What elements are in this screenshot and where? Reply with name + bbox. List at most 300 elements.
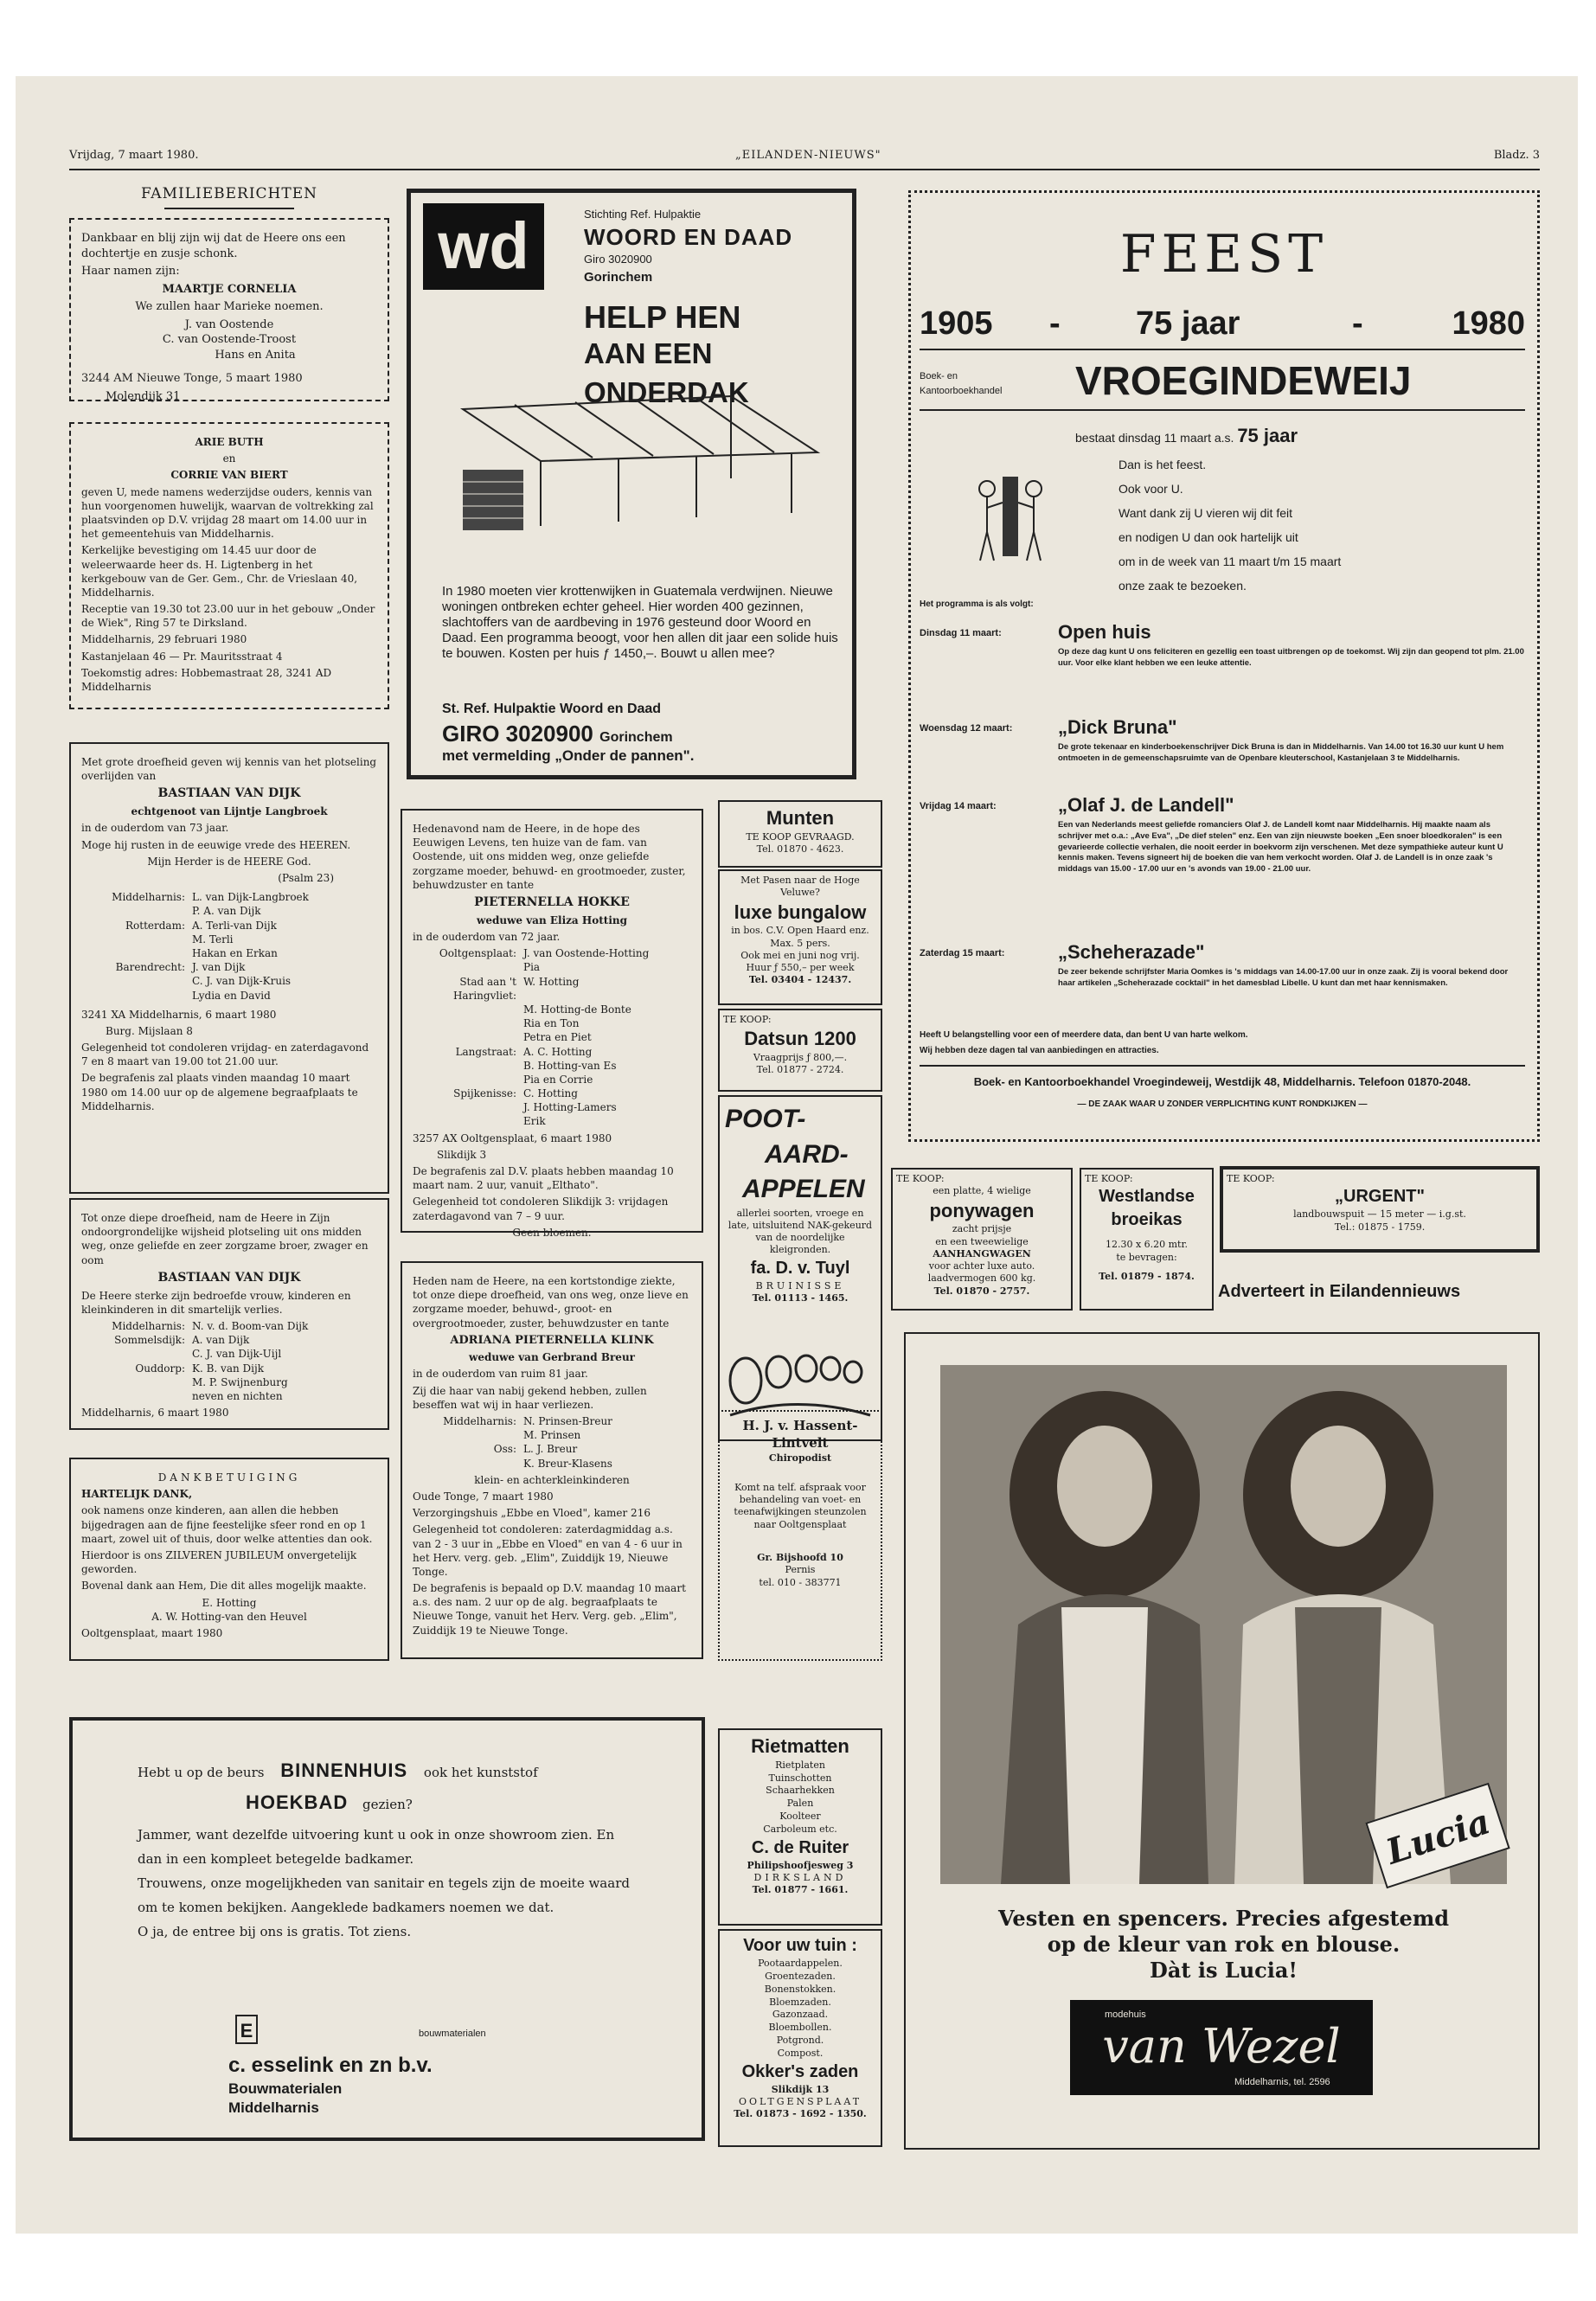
tuin-item: Bloembollen. [768,2022,832,2034]
urgent-ad [1220,1166,1540,1253]
family-row [81,1375,377,1389]
shop-name: VROEGINDEWEIJ [1075,358,1412,403]
urgent-line: landbouwspuit — 15 meter — i.g.st. [1293,1208,1466,1221]
beurs-line: Trouwens, onze mogelijkheden van sanitair en tegels zijn de moeite waard [138,1875,630,1891]
death-intro: Heden nam de Heere, na een kortstondige ziekte, tot onze diepe droefheid, van ons weg, onze lieve en zorgzame moeder, behuwd-, groot- en overgrootmoeder, zuster, behuwdzuster en tante [413,1275,689,1330]
feest-line: om in de week van 11 maart t/m 15 maart [1118,554,1342,568]
rietmatten-address: Philipshoofjesweg 3 [747,1859,854,1871]
birth-sibling: Hans en Anita [215,348,296,362]
datsun-tel: Tel. 01877 - 2724. [756,1064,844,1076]
family-place: Spijkenisse: [453,1087,516,1100]
family-place: Langstraat: [455,1045,516,1058]
death-address: Verzorgingshuis „Ebbe en Vloed", kamer 216 [413,1507,651,1520]
lucia-slogan: Vesten en spencers. Precies afgestemd [998,1906,1449,1931]
family-place [81,1389,192,1403]
datsun-ad [718,1009,882,1092]
esselink-sub: Middelharnis [228,2099,319,2116]
thanks-text: ook namens onze kinderen, aan allen die hebben bijgedragen aan de fijne feestelijke sfeer rond en op 1 maart, zowel uit of thuis, door welke attenties dan ook. [81,1504,373,1545]
bungalow-line: Ook mei en juni nog vrij. [740,949,860,961]
death-address: Oude Tonge, 7 maart 1980 [413,1490,554,1503]
thanks-text: Hierdoor is ons ZILVEREN JUBILEUM onvergetelijk geworden. [81,1548,357,1576]
family-name: Ria en Ton [523,1017,580,1030]
family-row [413,1073,691,1086]
family-name: L. van Dijk-Langbroek [192,891,309,904]
death-address: 3257 AX Ooltgensplaat, 6 maart 1980 [413,1131,612,1144]
rietmatten-item: Carboleum etc. [763,1823,837,1835]
adverteer-slogan: Adverteert in Eilandennieuws [1218,1282,1461,1301]
family-place [413,1073,523,1086]
broeikas-title: Westlandse [1099,1187,1195,1207]
tuin-tel: Tel. 01873 - 1692 - 1350. [734,2108,867,2120]
family-row [413,1414,691,1428]
dash: - [1049,305,1061,342]
broeikas-size: 12.30 x 6.20 mtr. [1105,1239,1189,1251]
bride-name: CORRIE VAN BIERT [170,469,288,482]
tuin-city: OOLTGENSPLAAT [738,2096,862,2108]
deceased-name: ADRIANA PIETERNELLA KLINK [450,1333,654,1347]
lucia-slogan: Dàt is Lucia! [1150,1958,1298,1983]
munten-sub: TE KOOP GEVRAAGD. [746,830,855,843]
family-place: Stad aan 't Haringvliet: [452,975,516,1002]
family-place [81,1347,192,1361]
esselink-firm: c. esselink en zn b.v. [228,2054,433,2077]
closing-text: Heeft U belangstelling voor een of meerdere data, dan bent U van harte welkom. [920,1030,1248,1040]
family-row [413,1045,691,1059]
wedding-text: Receptie van 19.30 tot 23.00 uur in het gebouw „Onder de Wiek", Ring 57 te Dirksland. [81,603,375,630]
family-name: C. J. van Dijk-Kruis [192,975,292,988]
chiropodist-text: Komt na telf. afspraak voor behandeling van voet- en teenafwijkingen steunzolen naar Ooltgensplaat [734,1481,867,1530]
pony-title: ponywagen [929,1199,1035,1221]
family-row [413,960,691,974]
datsun-label: TE KOOP: [723,1014,772,1025]
funeral-text: De begrafenis zal plaats vinden maandag 10 maart 1980 om 14.00 uur op de algemene begraafplaats te Middelharnis. [81,1072,358,1112]
wd-headline: HELP HEN [584,299,741,335]
family-list [81,1319,377,1403]
psalm-quote: Mijn Herder is de HEERE God. [147,855,311,868]
groom-name: ARIE BUTH [195,436,264,448]
people-toast-illustration [971,470,1049,565]
family-name: J. van Oostende-Hotting [523,947,650,960]
year-end: 1980 [1452,305,1525,342]
family-name: W. Hotting [523,975,580,988]
bungalow-question: Met Pasen naar de Hoge Veluwe? [740,875,860,899]
family-name: Lydia en David [192,989,271,1002]
thanks-subtitle: HARTELIJK DANK, [81,1488,193,1501]
program-item [920,621,1525,716]
birth-address: Molendijk 31 [106,389,181,403]
family-list [413,946,691,1128]
footer-rule [920,1065,1525,1067]
birth-parent: J. van Oostende [184,317,274,331]
rietmatten-firm: C. de Ruiter [751,1837,849,1857]
lucia-ad [904,1332,1540,2150]
family-row [413,1428,691,1442]
beurs-line: om te komen bekijken. Aangeklede badkamers noemen we dat. [138,1900,554,1915]
family-place [413,1114,523,1128]
family-name: neven en nichten [192,1389,283,1402]
datsun-price: Vraagprijs ƒ 800,—. [753,1051,848,1063]
rietmatten-ad [718,1728,882,1926]
feest-ad [908,190,1540,1142]
psalm-reference: (Psalm 23) [278,872,334,885]
family-name: M. Terli [192,933,234,945]
family-list [413,1414,691,1471]
death-notice-van-dijk [69,742,389,1194]
chiropodist-name: H. J. v. Hassent-Lintvelt [742,1418,858,1452]
wedding-date: Middelharnis, 29 februari 1980 [81,633,247,646]
shop-kind: Boek- en [920,371,958,381]
family-name: N. v. d. Boom-van Dijk [192,1320,309,1333]
beurs-binnenhuis: BINNENHUIS [280,1759,408,1781]
family-name: Hakan en Erkan [192,946,278,959]
tuin-firm: Okker's zaden [741,2061,859,2081]
family-place [413,1003,523,1016]
wd-body: In 1980 moeten vier krottenwijken in Guatemala verdwijnen. Nieuwe woningen ontbreken echter geheel. Hier worden 400 gezinnen, slachtoffers van de aardbeving in 1976 gesteund door Woord en Daad. Een programma beoogt, voor hen allen dit jaar een solide huis te bouwen. Kosten per huis ƒ 1450,–. Bouwt u allen mee? [442,584,838,661]
family-row [413,1100,691,1114]
shop-pre: modehuis [1105,2009,1146,2020]
family-place: Oss: [493,1443,516,1456]
family-row [81,919,377,933]
death-address: Slikdijk 3 [437,1148,487,1161]
family-row [81,890,377,904]
wd-giro-number: GIRO 3020900 [442,721,593,747]
death-notice-klink [401,1261,703,1659]
family-name: Pia [523,961,541,974]
rietmatten-item: Koolteer [779,1811,821,1823]
funeral-text: De begrafenis is bepaald op D.V. maandag 10 maart a.s. des nam. 2 uur op de alg. begraafplaats te Nieuwe Tonge, vanuit het Herv. Verg. geb. „Elim", Zuiddijk 19 te Nieuwe Tonge. [413,1582,686,1637]
family-place [413,1059,523,1073]
program-day: Vrijdag 14 maart: [920,801,997,811]
program-day: Dinsdag 11 maart: [920,628,1002,638]
wd-organisation: Stichting Ref. Hulpaktie [584,208,702,221]
munten-title: Munten [766,807,835,829]
since-text: bestaat dinsdag 11 maart a.s. [1075,431,1234,445]
birth-address: 3244 AM Nieuwe Tonge, 5 maart 1980 [81,372,303,386]
wedding-address: Kastanjelaan 46 — Pr. Mauritsstraat 4 [81,650,283,663]
family-name: C. Hotting [523,1087,578,1100]
program-item [920,794,1525,941]
family-row [413,1114,691,1128]
shop-kind: Kantoorboekhandel [920,386,1003,396]
family-place: Barendrecht: [115,961,185,974]
datsun-title: Datsun 1200 [744,1028,856,1050]
beurs-line: Jammer, want dezelfde uitvoering kunt u ook in onze showroom zien. En [138,1827,615,1843]
family-row [81,989,377,1003]
deceased-spouse: weduwe van Eliza Hotting [476,913,627,926]
pootaardappelen-ad [718,1095,882,1441]
death-address: 3241 XA Middelharnis, 6 maart 1980 [81,1008,277,1021]
death-intro: Tot onze diepe droefheid, nam de Heere in Zijn ondoorgrondelijke wijsheid plotseling uit ons midden weg, onze geliefde en zeer zorgzame broer, zwager en oom [81,1212,369,1266]
birth-parent: C. van Oostende-Troost [162,333,297,347]
tuin-item: Gazonzaad. [772,2009,829,2021]
wd-giro: Giro 3020900 [584,253,652,266]
page-header [69,149,1540,168]
van-wezel-logo [1070,2000,1373,2095]
tuin-item: Bonenstokken. [764,1983,836,1995]
condolence-text: Gelegenheid tot condoleren Slikdijk 3: vrijdagen zaterdagavond van 7 – 9 uur. [413,1195,669,1222]
family-name: J. Hotting-Lamers [523,1101,617,1114]
family-row [81,1389,377,1403]
title-underline [164,208,294,209]
header-page-number: Bladz. 3 [1493,149,1540,162]
birth-intro: Dankbaar en blij zijn wij dat de Heere ons een dochtertje en zusje schonk. [81,232,346,260]
program-title: „Scheherazade" [1058,941,1205,963]
shop-tagline: — DE ZAAK WAAR U ZONDER VERPLICHTING KUNT RONDKIJKEN — [1077,1099,1368,1109]
urgent-title: „URGENT" [1335,1187,1425,1207]
tuin-item: Potgrond. [776,2035,824,2047]
esselink-bm: bouwmaterialen [419,2029,486,2039]
rietmatten-item: Tuinschotten [768,1772,832,1784]
lucia-badge: Lucia [1365,1783,1509,1888]
wd-footer: St. Ref. Hulpaktie Woord en Daad [442,702,662,716]
family-name: L. J. Breur [523,1443,578,1456]
family-row [81,946,377,960]
program-text: De zeer bekende schrijfster Maria Oomkes is 's middags van 14.00-17.00 uur in onze zaak. Zij is vooral bekend door haar artikelen „Scheherazade cocktail" in het damesblad Libelle. U kunt dan met haar kennismaken. [1058,967,1509,988]
anniversary: 75 jaar [1136,305,1240,342]
family-row [81,960,377,974]
family-name: M. Hotting-de Bonte [523,1003,631,1016]
family-row [413,1059,691,1073]
family-place: Rotterdam: [125,919,185,932]
death-address: Burg. Mijslaan 8 [106,1024,193,1037]
death-intro: Hedenavond nam de Heere, in de hope des Eeuwigen Levens, ten huize van de fam. van Oostende, uit ons midden weg, onze geliefde zorgzame moeder, behuwd- en grootmoeder, zuster, behuwdzuster en tante [413,823,686,891]
condolence-text: Gelegenheid tot condoleren: zaterdagmiddag a.s. van 2 - 3 uur in „Ebbe en Vloed" en van 4 - 6 uur in het Herv. verg. geb. „Elim", Zuiddijk 19, Nieuwe Tonge. [413,1523,683,1578]
tuin-items [723,1958,877,2061]
family-row [81,1319,377,1333]
family-place [81,1375,192,1389]
tuin-item: Pootaardappelen. [758,1958,843,1969]
program-list [920,621,1525,1019]
family-row [413,1442,691,1456]
family-name: N. Prinsen-Breur [523,1415,612,1428]
rietmatten-items [723,1759,877,1836]
rietmatten-item: Palen [786,1798,814,1810]
program-text: De grote tekenaar en kinderboekenschrijver Dick Bruna is dan in Middelharnis. Van 14.00 tot 16.30 uur kunt U hem ontmoeten in de gemeenschapsruimte van de Openbare kleuterschool, Kastanjelaan 3 te Middelharnis. [1058,742,1504,763]
bungalow-tel: Tel. 03404 - 12437. [748,974,852,986]
program-item [920,941,1525,1019]
deceased-name: BASTIAAN VAN DIJK [157,786,301,801]
urgent-label: TE KOOP: [1227,1173,1275,1184]
family-name: B. Hotting-van Es [523,1059,617,1072]
family-place: Ooltgensplaat: [439,947,516,960]
and-text: en [222,452,236,465]
family-name: Petra en Piet [523,1031,592,1044]
broeikas-ask: te bevragen: [1116,1251,1177,1263]
beurs-text: Hebt u op de beurs [138,1765,265,1780]
since-big: 75 jaar [1237,425,1298,446]
family-row [81,933,377,946]
wd-giro-city: Gorinchem [599,730,673,745]
wd-city: Gorinchem [584,270,653,285]
rietmatten-item: Schaarhekken [766,1785,835,1797]
wedding-text: geven U, mede namens wederzijdse ouders, kennis van hun voorgenomen huwelijk, waarvan de voltrekking zal plaatsvinden op D.V. vrijdag 28 maart om 14.00 uur in het gemeentehuis van Middelharnis. [81,485,374,541]
family-place: Middelharnis: [112,891,185,904]
death-notice-family [69,1198,389,1430]
family-place [413,1016,523,1030]
tuin-title: Voor uw tuin : [743,1936,857,1955]
tuin-item: Groentezaden. [765,1970,836,1982]
family-name: Erik [523,1115,546,1128]
program-day: Woensdag 12 maart: [920,723,1013,734]
pony-line: voor achter luxe auto. [928,1260,1035,1272]
pony-line: en een tweewielige [935,1235,1029,1247]
esselink-sub: Bouwmaterialen [228,2080,343,2097]
shop-footer: Boek- en Kantoorboekhandel Vroegindeweij, Westdijk 48, Middelharnis. Telefoon 01870-2048. [973,1075,1471,1088]
rietmatten-title: Rietmatten [751,1735,849,1757]
family-place [413,1100,523,1114]
feest-line: onze zaak te bezoeken. [1118,579,1247,593]
thanks-date: Ooltgensplaat, maart 1980 [81,1626,223,1639]
bungalow-line: Huur ƒ 550,– per week [746,962,855,974]
feest-line: Want dank zij U vieren wij dit feit [1118,506,1292,520]
dash: - [1352,305,1363,342]
chiropodist-ad [718,1410,882,1661]
feest-line: Dan is het feest. [1118,458,1207,471]
feest-years [920,305,1525,349]
rietmatten-item: Rietplaten [775,1759,825,1771]
broeikas-title: broeikas [1111,1210,1183,1230]
family-name: A. C. Hotting [523,1045,593,1058]
death-intro: Met grote droefheid geven wij kennis van het plotseling overlijden van [81,756,377,783]
beurs-line: dan in een kompleet betegelde badkamer. [138,1851,414,1867]
thanks-signature: A. W. Hotting-van den Heuvel [151,1610,307,1623]
family-name: C. J. van Dijk-Uijl [192,1348,282,1361]
beurs-line [138,1758,691,1784]
munten-ad [718,800,882,868]
birth-name: MAARTJE CORNELIA [162,282,297,296]
esselink-logo-icon: E [235,2015,258,2044]
beurs-body [138,1823,691,1944]
pony-tel: Tel. 01870 - 2757. [933,1285,1030,1297]
tuin-ad [718,1929,882,2147]
family-place [413,1030,523,1044]
condolence-text: Gelegenheid tot condoleren vrijdag- en zaterdagavond 7 en 8 maart van 19.00 tot 21.00 uur. [81,1042,369,1068]
since-line [1075,425,1298,447]
family-name: M. Prinsen [523,1429,581,1442]
poot-title: AARD- [765,1139,849,1169]
wedding-announcement [69,422,389,709]
broeikas-label: TE KOOP: [1085,1173,1133,1184]
family-place [81,933,192,946]
wd-giro-big [442,719,673,749]
chiropodist-city: Pernis [785,1564,816,1576]
years-rule [920,349,1525,350]
tuin-item: Bloemzaden. [769,1996,831,2008]
poot-firm: fa. D. v. Tuyl [750,1258,850,1278]
death-text: De Heere sterke zijn bedroefde vrouw, kinderen en kleinkinderen in dit smartelijk verlies. [81,1289,351,1316]
family-place [413,1428,523,1442]
deceased-spouse: weduwe van Gerbrand Breur [468,1351,635,1364]
deceased-age: in de ouderdom van 72 jaar. [413,931,561,944]
family-place: Middelharnis: [112,1320,185,1333]
pony-line: laadvermogen 600 kg. [927,1272,1036,1285]
family-row [81,974,377,988]
family-place: Ouddorp: [135,1362,185,1375]
deceased-name: BASTIAAN VAN DIJK [157,1270,301,1285]
lucia-slogan: op de kleur van rok en blouse. [1047,1932,1401,1957]
family-row [81,1362,377,1375]
rietmatten-city: DIRKSLAND [753,1872,847,1884]
family-name: Pia en Corrie [523,1073,593,1086]
shop-place: Middelharnis, tel. 2596 [1234,2077,1330,2087]
family-row [81,904,377,918]
program-day: Zaterdag 15 maart: [920,948,1005,958]
family-name: M. P. Swijnenburg [192,1375,288,1388]
funeral-text: De begrafenis zal D.V. plaats hebben maandag 10 maart nam. 2 uur, vanuit „Elthato". [413,1165,674,1192]
family-row [413,946,691,960]
family-name: K. Breur-Klasens [523,1457,612,1470]
wedding-text: Kerkelijke bevestiging om 14.45 uur door de weleerwaarde heer ds. H. Ligtenberg in het kerkgebouw van de Ger. Gem., Chr. de Vrieslaan 40, Middelharnis. [81,544,358,599]
family-place [81,946,192,960]
wd-headline: AAN EEN ONDERDAK [584,337,749,408]
section-title: FAMILIEBERICHTEN [140,185,317,202]
poot-title: APPELEN [742,1175,865,1203]
family-place [81,904,192,918]
thanks-notice [69,1458,389,1661]
family-row [413,1086,691,1100]
beurs-line: O ja, de entree bij ons is gratis. Tot ziens. [138,1924,412,1939]
pony-label: TE KOOP: [896,1173,945,1184]
shop-name: van Wezel [1102,2019,1341,2073]
year-start: 1905 [920,305,993,342]
munten-tel: Tel. 01870 - 4623. [756,843,844,855]
bungalow-title: luxe bungalow [734,901,867,923]
family-name: A. Terli-van Dijk [192,919,277,932]
program-item [920,716,1525,794]
chiropodist-tel: tel. 010 - 383771 [759,1576,842,1588]
family-name: P. A. van Dijk [192,905,261,918]
family-place [413,960,523,974]
deceased-age: in de ouderdom van ruim 81 jaar. [413,1368,588,1381]
feest-lines [1118,452,1525,598]
death-wish: Moge hij rusten in de eeuwige vrede des HEEREN. [81,838,351,851]
program-text: Een van Nederlands meest geliefde romanciers Olaf J. de Landell komt naar Middelharnis. Hij maakte naam als schrijver met o.a.: „Ave Eva", „De dief stelen" enz. Een van zijn nieuwste boeken „Een snoer bloedkoralen" is een gevarieerde collectie verhalen, die nooit eerder in boekvorm zijn verschenen. Met deze sympathieke auteur kunt U kennis maken. Tevens signeert hij de boeken die van hem verkocht worden. Olaf J. de Landell is in onze zaak 's middags van 15.00 - 17.00 uur en 's avonds van 19.00 - 21.00 uur. [1058,820,1503,875]
no-flowers: Geen bloemen. [512,1226,592,1239]
header-rule [69,169,1540,170]
pony-line: AANHANGWAGEN [933,1247,1031,1259]
deceased-spouse: echtgenoot van Lijntje Langbroek [131,805,328,818]
feest-title: FEEST [1119,224,1329,285]
family-row [413,1030,691,1044]
family-place [81,974,192,988]
wd-logo: wd [423,203,544,290]
family-place [413,1457,523,1471]
urgent-tel: Tel.: 01875 - 1759. [1334,1221,1426,1233]
broeikas-ad [1080,1168,1214,1311]
death-notice-hokke [401,809,703,1239]
tuin-address: Slikdijk 13 [771,2083,830,2095]
pony-pre: een platte, 4 wielige [933,1185,1031,1197]
family-place: Middelharnis: [443,1415,516,1428]
thanks-text: Bovenal dank aan Hem, Die dit alles mogelijk maakte. [81,1580,367,1593]
deceased-name: PIETERNELLA HOKKE [474,894,630,909]
family-list [81,890,377,1003]
wd-footer-note: met vermelding „Onder de pannen". [442,747,695,764]
bungalow-ad [718,869,882,1005]
beurs-text: ook het kunststof [423,1765,538,1780]
family-row [81,1333,377,1347]
header-paper-name: „EILANDEN-NIEUWS" [735,149,881,162]
family-row [413,1457,691,1471]
program-title: „Olaf J. de Landell" [1058,794,1234,816]
wedding-future-address: Toekomstig adres: Hobbemastraat 28, 3241 AD Middelharnis [81,666,332,693]
grandchildren: klein- en achterkleinkinderen [474,1473,630,1486]
poot-text: allerlei soorten, vroege en late, uitsluitend NAK-gekeurd van de noordelijke kleigronden. [727,1207,873,1256]
family-name: A. van Dijk [192,1334,250,1347]
feest-line: Ook voor U. [1118,482,1183,496]
house-frame-illustration [445,375,826,548]
thanks-title: DANKBETUIGING [157,1471,301,1484]
